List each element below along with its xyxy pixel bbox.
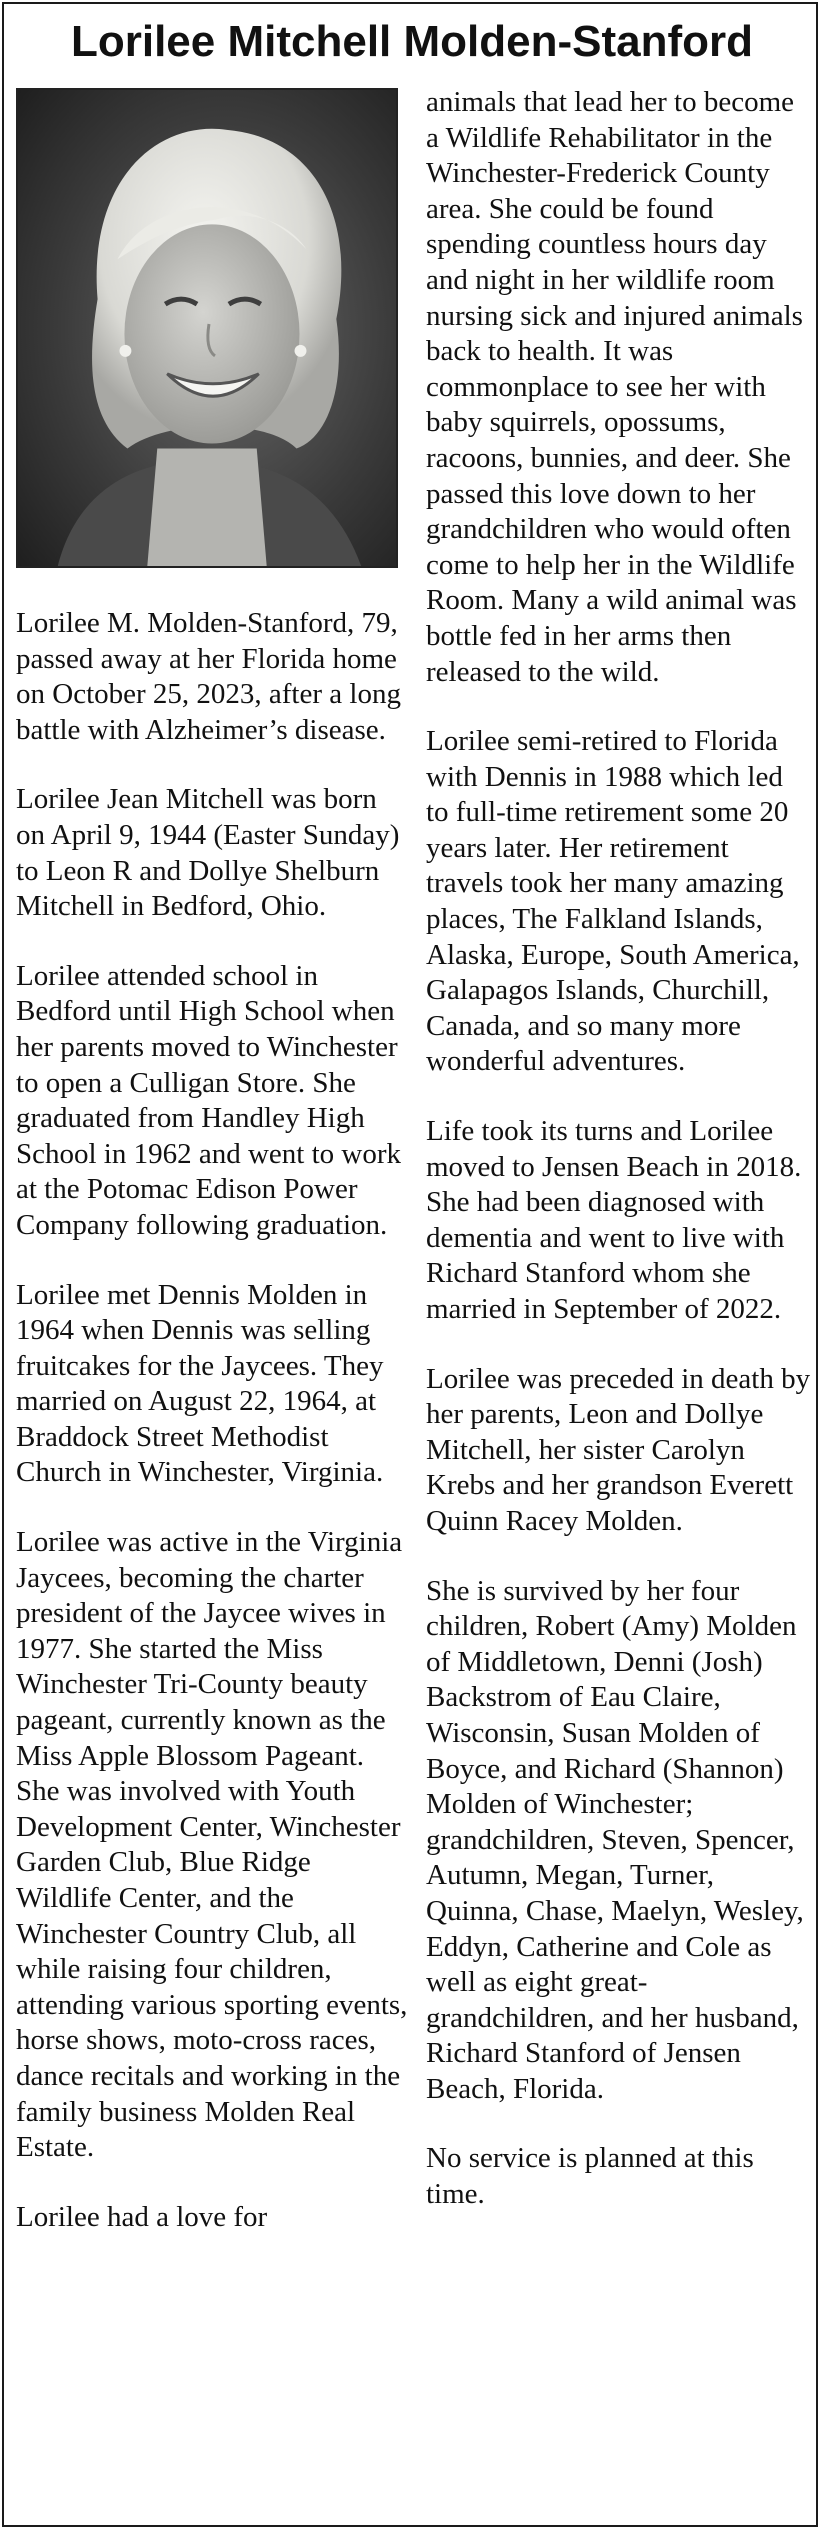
portrait-illustration	[18, 90, 396, 566]
paragraph-activities: Lorilee was active in the Virginia Jaycees, becoming the charter president of the Jaycee wives in 1977. She started the Miss Winchester Tri-County beauty pageant, currently known as the Miss Apple Blossom Pageant. She was involved with Youth Development Center, Winchester Garden Club, Blue Ridge Wildlife Center, and the Winchester Country Club, all while raising four children, attending various sporting events, horse shows, moto-cross races, dance recitals and working in the family business Molden Real Estate.	[16, 1526, 408, 2164]
obituary-frame	[2, 2, 818, 2527]
paragraph-preceded: Lorilee was preceded in death by her parents, Leon and Dollye Mitchell, her sister Carolyn Krebs and her grandson Everett Quinn Racey Molden.	[426, 1362, 811, 1537]
paragraph-later-life: Life took its turns and Lorilee moved to Jensen Beach in 2018. She had been diagnosed with dementia and went to live with Richard Stanford whom she married in September of 2022.	[426, 1115, 802, 1325]
paragraph-love-start: Lorilee had a love for	[16, 2200, 268, 2233]
paragraph-wildlife: animals that lead her to become a Wildlife Rehabilitator in the Winchester-Frederick County area. She could be found spending countless hours day and night in her wildlife room nursing sick and injured animals back to health. It was commonplace to see her with baby squirrels, opossums, racoons, bunnies, and deer. She passed this love down to her grandchildren who would often come to help her in the Wildlife Room. Many a wild animal was bottle fed in her arms then released to the wild.	[426, 86, 803, 688]
paragraph-marriage: Lorilee met Dennis Molden in 1964 when Dennis was selling fruitcakes for the Jaycees. They married on August 22, 1964, at Braddock Street Methodist Church in Winchester, Virginia.	[16, 1278, 384, 1489]
left-column	[16, 88, 410, 2269]
paragraph-school: Lorilee attended school in Bedford until High School when her parents moved to Winchester to open a Culligan Store. She graduated from Handley High School in 1962 and went to work at the Potomac Edison Power Company following graduation.	[16, 959, 402, 1241]
portrait-photo	[16, 88, 398, 568]
paragraph-service: No service is planned at this time.	[426, 2142, 754, 2211]
paragraph-retirement: Lorilee semi-retired to Florida with Dennis in 1988 which led to full-time retirement some 20 years later. Her retirement travels took her many amazing places, The Falkland Islands, Alaska, Europe, South America, Galapagos Islands, Churchill, Canada, and so many more wonderful adventures.	[426, 725, 800, 1078]
paragraph-survived: She is survived by her four children, Robert (Amy) Molden of Middletown, Denni (Josh) Backstrom of Eau Claire, Wisconsin, Susan Molden of Boyce, and Richard (Shannon) Molden of Winchester; grandchildren, Steven, Spencer, Autumn, Megan, Turner, Quinna, Chase, Maelyn, Wesley, Eddyn, Catherine and Cole as well as eight great-grandchildren, and her husband, Richard Stanford of Jensen Beach, Florida.	[426, 1574, 804, 2105]
paragraph-birth: Lorilee Jean Mitchell was born on April 9, 1944 (Easter Sunday) to Leon R and Dollye Shelburn Mitchell in Bedford, Ohio.	[16, 783, 400, 923]
right-column	[426, 88, 812, 2247]
paragraph-intro: Lorilee M. Molden-Stanford, 79, passed away at her Florida home on October 25, 2023, after a long battle with Alzheimer’s disease.	[16, 607, 401, 746]
obituary-title: Lorilee Mitchell Molden-Stanford	[70, 17, 754, 66]
